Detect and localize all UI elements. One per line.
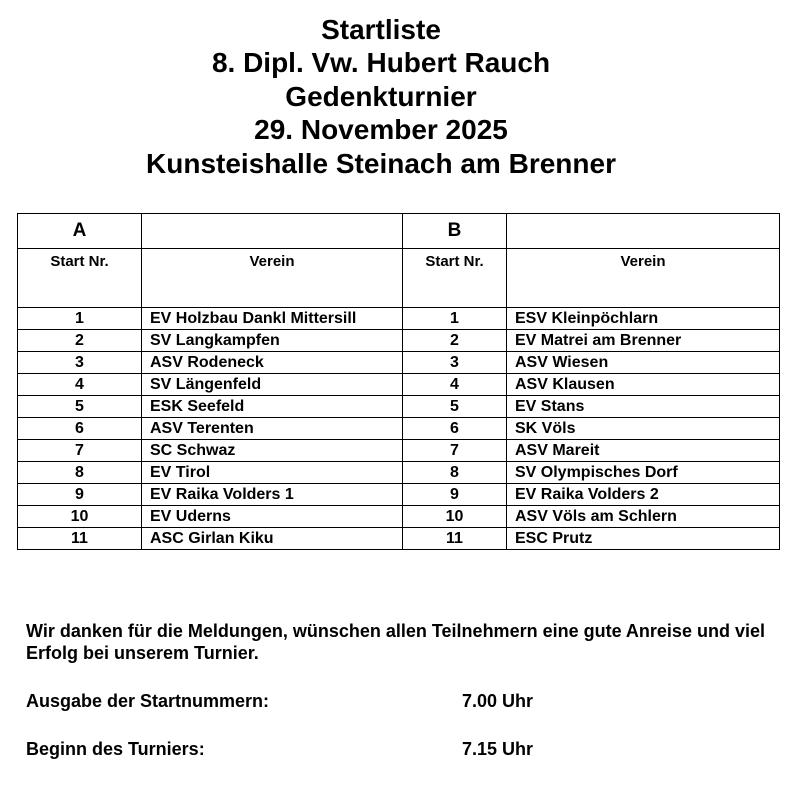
tournament-start-time: 7.15 Uhr (462, 739, 534, 759)
start-nr-b: 2 (403, 330, 507, 352)
start-nr-a: 2 (18, 330, 142, 352)
verein-a: ASV Terenten (142, 418, 403, 440)
startnumbers-label: Ausgabe der Startnummern: (26, 691, 270, 711)
verein-a: EV Raika Volders 1 (142, 484, 403, 506)
start-nr-a: 4 (18, 374, 142, 396)
verein-a: SC Schwaz (142, 440, 403, 462)
table-row (18, 396, 780, 418)
verein-b: ASV Klausen (507, 374, 780, 396)
verein-b: ESC Prutz (507, 528, 780, 550)
start-nr-a: 7 (18, 440, 142, 462)
table-row (18, 440, 780, 462)
start-nr-a: 10 (18, 506, 142, 528)
document-title (0, 13, 762, 180)
verein-b: ASV Mareit (507, 440, 780, 462)
table-row (18, 418, 780, 440)
start-nr-a: 11 (18, 528, 142, 550)
group-a-blank (142, 214, 403, 249)
title-line-event: 8. Dipl. Vw. Hubert Rauch (211, 47, 551, 79)
verein-a: SV Längenfeld (142, 374, 403, 396)
table-row (18, 352, 780, 374)
verein-b: SK Völs (507, 418, 780, 440)
start-nr-b: 3 (403, 352, 507, 374)
verein-b: ASV Völs am Schlern (507, 506, 780, 528)
table-row (18, 374, 780, 396)
start-nr-b: 9 (403, 484, 507, 506)
start-nr-b: 1 (403, 308, 507, 330)
start-nr-b: 11 (403, 528, 507, 550)
verein-a: ASV Rodeneck (142, 352, 403, 374)
verein-a: SV Langkampfen (142, 330, 403, 352)
col-header-verein-a: Verein (142, 249, 403, 308)
verein-b: ESV Kleinpöchlarn (507, 308, 780, 330)
start-nr-a: 6 (18, 418, 142, 440)
table-row (18, 462, 780, 484)
table-row (18, 330, 780, 352)
verein-a: ASC Girlan Kiku (142, 528, 403, 550)
verein-b: SV Olympisches Dorf (507, 462, 780, 484)
table-row (18, 484, 780, 506)
verein-a: EV Holzbau Dankl Mittersill (142, 308, 403, 330)
verein-b: EV Matrei am Brenner (507, 330, 780, 352)
verein-a: EV Tirol (142, 462, 403, 484)
col-header-verein-b: Verein (507, 249, 780, 308)
table-row (18, 528, 780, 550)
col-header-start-nr-a: Start Nr. (18, 249, 142, 308)
group-header-row (18, 214, 780, 249)
start-list-table (17, 213, 780, 550)
title-line-heading: Startliste (321, 14, 441, 45)
startnumbers-time: 7.00 Uhr (462, 691, 534, 711)
title-line-event-type: Gedenkturnier (285, 80, 477, 112)
verein-a: EV Uderns (142, 506, 403, 528)
tournament-start-label: Beginn des Turniers: (26, 739, 205, 759)
verein-b: EV Raika Volders 2 (507, 484, 780, 506)
table-row (18, 506, 780, 528)
group-a-label: A (18, 214, 142, 249)
column-header-row (18, 249, 780, 308)
start-nr-a: 8 (18, 462, 142, 484)
start-nr-b: 10 (403, 506, 507, 528)
start-nr-a: 9 (18, 484, 142, 506)
start-nr-a: 1 (18, 308, 142, 330)
start-nr-a: 3 (18, 352, 142, 374)
verein-b: EV Stans (507, 396, 780, 418)
title-line-venue: Kunsteishalle Steinach am Brenner (146, 147, 616, 179)
start-nr-b: 7 (403, 440, 507, 462)
start-nr-b: 8 (403, 462, 507, 484)
start-nr-b: 5 (403, 396, 507, 418)
group-b-blank (507, 214, 780, 249)
verein-a: ESK Seefeld (142, 396, 403, 418)
start-nr-b: 4 (403, 374, 507, 396)
start-nr-b: 6 (403, 418, 507, 440)
title-line-date: 29. November 2025 (254, 114, 508, 146)
group-b-label: B (403, 214, 507, 249)
thank-you-note: Wir danken für die Meldungen, wünschen allen Teilnehmern eine gute Anreise und viel Erfolg bei unserem Turnier. (26, 621, 765, 663)
table-row (18, 308, 780, 330)
col-header-start-nr-b: Start Nr. (403, 249, 507, 308)
verein-b: ASV Wiesen (507, 352, 780, 374)
start-nr-a: 5 (18, 396, 142, 418)
